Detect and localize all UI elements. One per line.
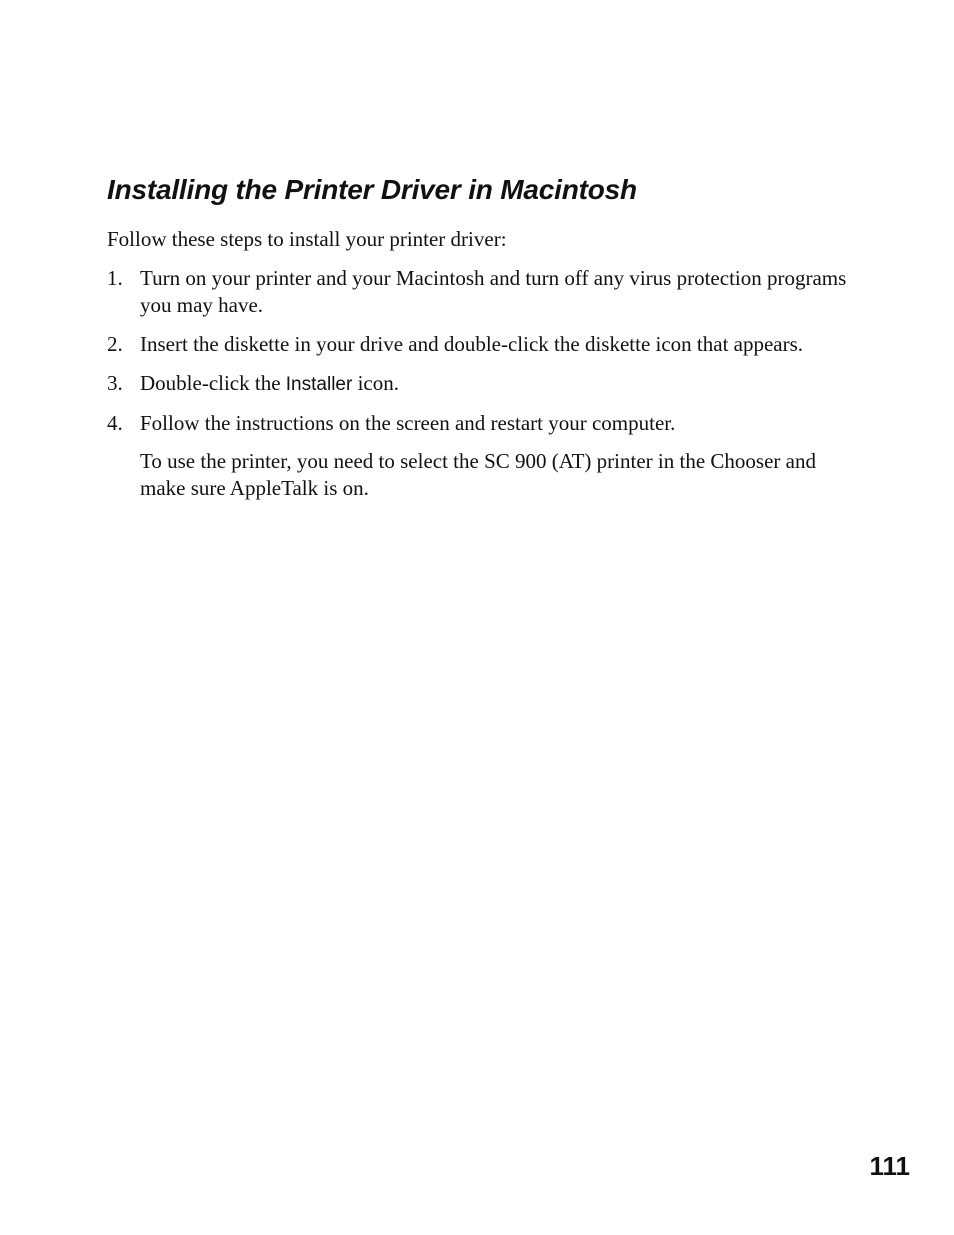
step-number: 3. bbox=[107, 371, 123, 395]
section-heading: Installing the Printer Driver in Macintosh bbox=[107, 174, 637, 205]
step-number: 2. bbox=[107, 332, 123, 356]
step-text: Follow the instructions on the screen and restart your computer. bbox=[140, 411, 676, 435]
printer-selection-note: To use the printer, you need to select the SC 900 (AT) printer in the Chooser and make sure AppleTalk is on. bbox=[140, 449, 816, 500]
intro-paragraph: Follow these steps to install your printer driver: bbox=[107, 227, 507, 251]
step-item-3 bbox=[107, 370, 847, 398]
step-item-4 bbox=[107, 410, 847, 437]
step-text: Turn on your printer and your Macintosh and turn off any virus protection programs you may have. bbox=[140, 266, 847, 317]
step-item-2 bbox=[107, 331, 847, 358]
page-number: 111 bbox=[869, 1151, 910, 1181]
step-text-after: icon. bbox=[352, 371, 399, 395]
step-item-1 bbox=[107, 265, 847, 319]
step-text-before: Double-click the bbox=[140, 371, 286, 395]
step-text: Insert the diskette in your drive and double-click the diskette icon that appears. bbox=[140, 332, 804, 356]
step-number: 4. bbox=[107, 411, 123, 435]
step-text bbox=[140, 370, 847, 398]
step-number: 1. bbox=[107, 266, 123, 290]
installation-steps-list bbox=[107, 265, 847, 449]
installer-ui-name: Installer bbox=[285, 374, 353, 395]
